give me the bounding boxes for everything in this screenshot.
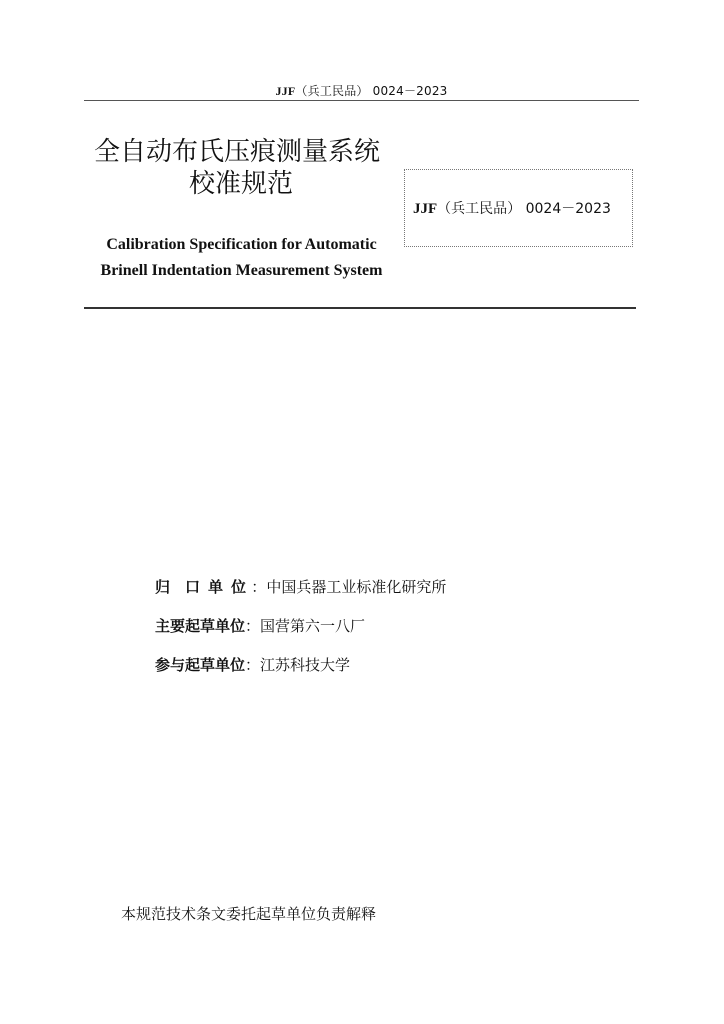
participant-colon: ： [245, 656, 261, 674]
drafting-units [155, 576, 446, 693]
chinese-title-line1: 全自动布氏压痕测量系统 [94, 137, 381, 167]
responsible-label-char-3: 单 [208, 578, 224, 596]
header-standard-code [84, 84, 639, 98]
english-title [84, 232, 399, 284]
standard-code-text [413, 200, 611, 218]
title-rule [84, 307, 636, 309]
chinese-title-line2: 校准规范 [189, 169, 294, 199]
responsible-label-char-2: 口 [185, 578, 201, 596]
participant-label: 参与起草单位 [155, 656, 246, 674]
english-title-line2: Brinell Indentation Measurement System [100, 262, 383, 279]
responsible-unit-colon: ： [251, 578, 267, 596]
interpretation-note: 本规范技术条文委托起草单位负责解释 [121, 905, 377, 923]
main-drafter-value: 国营第六一八厂 [260, 617, 366, 635]
main-drafter-colon: ： [245, 617, 261, 635]
participant-value: 江苏科技大学 [260, 656, 351, 674]
main-drafter-label: 主要起草单位 [155, 617, 246, 635]
responsible-unit-label [155, 578, 251, 596]
standard-code-box [404, 169, 633, 247]
participant-row [155, 654, 446, 676]
responsible-unit-row [155, 576, 446, 598]
responsible-unit-value: 中国兵器工业标准化研究所 [266, 578, 447, 596]
chinese-title [94, 136, 394, 200]
header-standard-prefix: JJF [275, 84, 296, 98]
responsible-label-char-1: 归 [155, 578, 171, 596]
standard-code-prefix: JJF [413, 201, 438, 217]
main-drafter-row [155, 615, 446, 637]
standard-code-number: （兵工民品） 0024－2023 [437, 201, 611, 217]
english-title-line1: Calibration Specification for Automatic [106, 236, 377, 253]
responsible-label-char-4: 位 [231, 578, 247, 596]
header-rule [84, 100, 639, 101]
header-standard-number: （兵工民品） 0024－2023 [295, 84, 448, 98]
